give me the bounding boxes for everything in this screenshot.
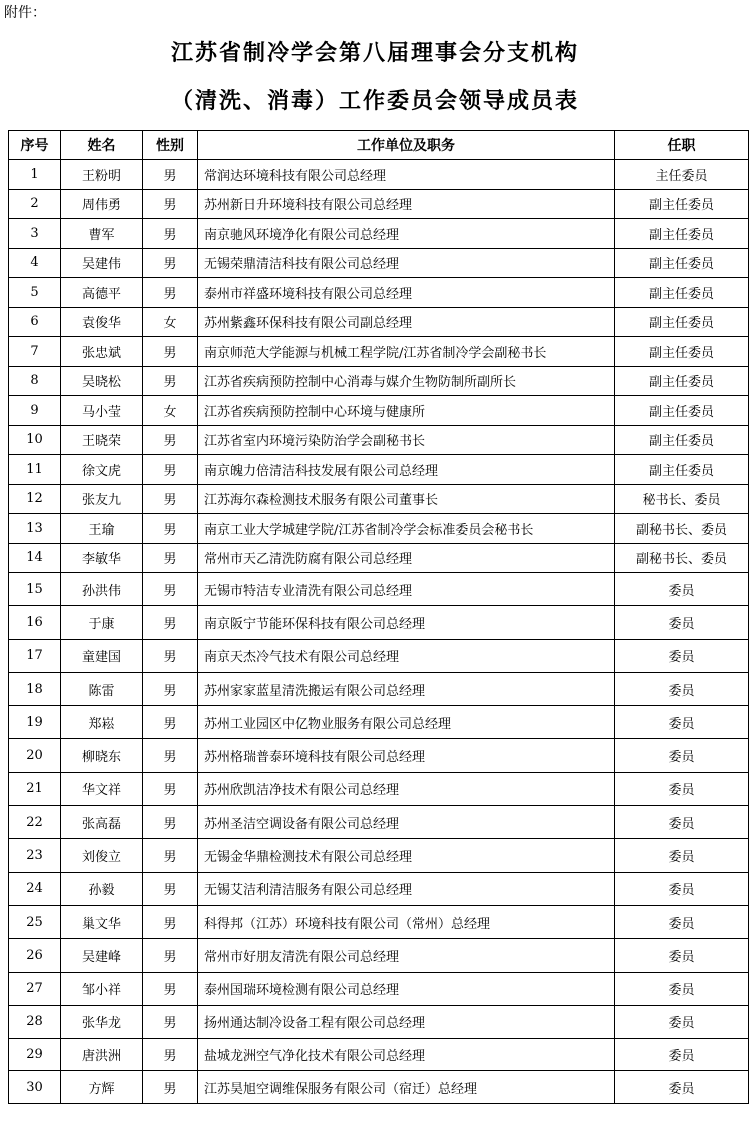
cell-number: 2 <box>9 189 61 219</box>
table-header-row <box>9 131 749 160</box>
cell-number: 14 <box>9 543 61 573</box>
cell-number: 27 <box>9 972 61 1005</box>
cell-name: 张高磊 <box>61 806 143 839</box>
cell-gender: 男 <box>143 1071 198 1104</box>
table-row <box>9 573 749 606</box>
header-role: 任职 <box>615 131 749 160</box>
cell-name: 马小莹 <box>61 396 143 426</box>
cell-unit: 无锡金华鼎检测技术有限公司总经理 <box>198 839 615 872</box>
table-row <box>9 772 749 805</box>
cell-gender: 男 <box>143 189 198 219</box>
cell-gender: 男 <box>143 484 198 514</box>
cell-gender: 男 <box>143 573 198 606</box>
cell-number: 25 <box>9 905 61 938</box>
cell-role: 秘书长、委员 <box>615 484 749 514</box>
cell-number: 22 <box>9 806 61 839</box>
cell-gender: 男 <box>143 160 198 190</box>
table-row <box>9 337 749 367</box>
cell-number: 5 <box>9 278 61 308</box>
cell-gender: 男 <box>143 455 198 485</box>
table-row <box>9 672 749 705</box>
cell-number: 6 <box>9 307 61 337</box>
table-row <box>9 278 749 308</box>
cell-name: 袁俊华 <box>61 307 143 337</box>
table-row <box>9 972 749 1005</box>
table-row <box>9 543 749 573</box>
table-row <box>9 366 749 396</box>
cell-role: 委员 <box>615 639 749 672</box>
cell-unit: 常州市天乙清洗防腐有限公司总经理 <box>198 543 615 573</box>
cell-role: 委员 <box>615 672 749 705</box>
cell-name: 周伟勇 <box>61 189 143 219</box>
cell-unit: 苏州新日升环境科技有限公司总经理 <box>198 189 615 219</box>
cell-role: 委员 <box>615 1071 749 1104</box>
table-row <box>9 455 749 485</box>
cell-gender: 男 <box>143 806 198 839</box>
cell-role: 委员 <box>615 706 749 739</box>
cell-name: 张友九 <box>61 484 143 514</box>
table-row <box>9 514 749 544</box>
table-row <box>9 905 749 938</box>
cell-number: 16 <box>9 606 61 639</box>
table-row <box>9 739 749 772</box>
cell-number: 7 <box>9 337 61 367</box>
cell-number: 30 <box>9 1071 61 1104</box>
cell-gender: 男 <box>143 337 198 367</box>
cell-gender: 男 <box>143 905 198 938</box>
cell-role: 委员 <box>615 573 749 606</box>
cell-unit: 泰州市祥盛环境科技有限公司总经理 <box>198 278 615 308</box>
cell-unit: 南京驰风环境净化有限公司总经理 <box>198 219 615 249</box>
cell-gender: 男 <box>143 606 198 639</box>
cell-gender: 男 <box>143 219 198 249</box>
cell-role: 副主任委员 <box>615 219 749 249</box>
cell-unit: 江苏省室内环境污染防治学会副秘书长 <box>198 425 615 455</box>
table-row <box>9 396 749 426</box>
cell-name: 吴建伟 <box>61 248 143 278</box>
cell-role: 委员 <box>615 872 749 905</box>
cell-unit: 苏州格瑞普泰环境科技有限公司总经理 <box>198 739 615 772</box>
cell-unit: 扬州通达制冷设备工程有限公司总经理 <box>198 1005 615 1038</box>
cell-role: 副主任委员 <box>615 307 749 337</box>
cell-role: 委员 <box>615 739 749 772</box>
cell-name: 陈雷 <box>61 672 143 705</box>
cell-gender: 男 <box>143 739 198 772</box>
table-row <box>9 189 749 219</box>
cell-unit: 常润达环境科技有限公司总经理 <box>198 160 615 190</box>
cell-gender: 男 <box>143 639 198 672</box>
table-row <box>9 706 749 739</box>
cell-number: 20 <box>9 739 61 772</box>
cell-unit: 苏州家家蓝星清洗搬运有限公司总经理 <box>198 672 615 705</box>
cell-unit: 科得邦（江苏）环境科技有限公司（常州）总经理 <box>198 905 615 938</box>
table-row <box>9 872 749 905</box>
cell-gender: 男 <box>143 772 198 805</box>
cell-gender: 男 <box>143 872 198 905</box>
cell-name: 唐洪洲 <box>61 1038 143 1071</box>
cell-gender: 男 <box>143 1038 198 1071</box>
cell-role: 委员 <box>615 606 749 639</box>
cell-unit: 苏州工业园区中亿物业服务有限公司总经理 <box>198 706 615 739</box>
table-row <box>9 248 749 278</box>
cell-number: 28 <box>9 1005 61 1038</box>
cell-name: 吴晓松 <box>61 366 143 396</box>
cell-name: 孙洪伟 <box>61 573 143 606</box>
cell-number: 18 <box>9 672 61 705</box>
cell-role: 委员 <box>615 905 749 938</box>
cell-role: 主任委员 <box>615 160 749 190</box>
cell-role: 委员 <box>615 1038 749 1071</box>
cell-number: 15 <box>9 573 61 606</box>
cell-unit: 江苏省疾病预防控制中心环境与健康所 <box>198 396 615 426</box>
cell-unit: 江苏省疾病预防控制中心消毒与媒介生物防制所副所长 <box>198 366 615 396</box>
cell-name: 王晓荣 <box>61 425 143 455</box>
cell-role: 副秘书长、委员 <box>615 543 749 573</box>
cell-name: 童建国 <box>61 639 143 672</box>
cell-unit: 南京阪宁节能环保科技有限公司总经理 <box>198 606 615 639</box>
cell-number: 19 <box>9 706 61 739</box>
cell-role: 副主任委员 <box>615 366 749 396</box>
table-row <box>9 1071 749 1104</box>
cell-role: 副秘书长、委员 <box>615 514 749 544</box>
cell-number: 3 <box>9 219 61 249</box>
cell-name: 刘俊立 <box>61 839 143 872</box>
cell-number: 4 <box>9 248 61 278</box>
document-title-line1: 江苏省制冷学会第八届理事会分支机构 <box>170 41 579 66</box>
table-row <box>9 160 749 190</box>
cell-gender: 男 <box>143 278 198 308</box>
cell-role: 委员 <box>615 806 749 839</box>
cell-unit: 南京师范大学能源与机械工程学院/江苏省制冷学会副秘书长 <box>198 337 615 367</box>
members-table <box>8 130 749 1104</box>
table-row <box>9 484 749 514</box>
cell-name: 张忠斌 <box>61 337 143 367</box>
cell-unit: 江苏海尔森检测技术服务有限公司董事长 <box>198 484 615 514</box>
cell-number: 17 <box>9 639 61 672</box>
cell-gender: 男 <box>143 1005 198 1038</box>
cell-name: 曹军 <box>61 219 143 249</box>
cell-gender: 男 <box>143 939 198 972</box>
header-name: 姓名 <box>61 131 143 160</box>
cell-name: 孙毅 <box>61 872 143 905</box>
cell-number: 9 <box>9 396 61 426</box>
cell-role: 副主任委员 <box>615 189 749 219</box>
cell-gender: 女 <box>143 396 198 426</box>
table-row <box>9 1005 749 1038</box>
cell-name: 郑崧 <box>61 706 143 739</box>
cell-gender: 男 <box>143 972 198 1005</box>
cell-name: 邹小祥 <box>61 972 143 1005</box>
cell-gender: 男 <box>143 425 198 455</box>
table-row <box>9 939 749 972</box>
table-row <box>9 1038 749 1071</box>
cell-gender: 男 <box>143 839 198 872</box>
cell-number: 24 <box>9 872 61 905</box>
cell-number: 1 <box>9 160 61 190</box>
cell-number: 12 <box>9 484 61 514</box>
cell-unit: 苏州欣凯洁净技术有限公司总经理 <box>198 772 615 805</box>
cell-role: 委员 <box>615 1005 749 1038</box>
cell-role: 委员 <box>615 972 749 1005</box>
cell-gender: 男 <box>143 672 198 705</box>
cell-role: 副主任委员 <box>615 396 749 426</box>
cell-name: 王瑜 <box>61 514 143 544</box>
cell-gender: 男 <box>143 514 198 544</box>
cell-role: 委员 <box>615 939 749 972</box>
cell-number: 21 <box>9 772 61 805</box>
table-row <box>9 307 749 337</box>
cell-unit: 泰州国瑞环境检测有限公司总经理 <box>198 972 615 1005</box>
cell-gender: 男 <box>143 366 198 396</box>
table-row <box>9 425 749 455</box>
cell-name: 华文祥 <box>61 772 143 805</box>
cell-gender: 男 <box>143 706 198 739</box>
cell-unit: 盐城龙洲空气净化技术有限公司总经理 <box>198 1038 615 1071</box>
cell-role: 委员 <box>615 772 749 805</box>
cell-unit: 江苏昊旭空调维保服务有限公司（宿迁）总经理 <box>198 1071 615 1104</box>
cell-name: 李敏华 <box>61 543 143 573</box>
cell-number: 23 <box>9 839 61 872</box>
cell-number: 26 <box>9 939 61 972</box>
table-body <box>9 160 749 1104</box>
table-row <box>9 219 749 249</box>
cell-gender: 女 <box>143 307 198 337</box>
cell-name: 吴建峰 <box>61 939 143 972</box>
table-row <box>9 839 749 872</box>
cell-number: 11 <box>9 455 61 485</box>
cell-role: 副主任委员 <box>615 455 749 485</box>
table-row <box>9 606 749 639</box>
cell-unit: 南京天杰冷气技术有限公司总经理 <box>198 639 615 672</box>
cell-gender: 男 <box>143 543 198 573</box>
cell-name: 于康 <box>61 606 143 639</box>
cell-unit: 苏州圣洁空调设备有限公司总经理 <box>198 806 615 839</box>
cell-unit: 常州市好朋友清洗有限公司总经理 <box>198 939 615 972</box>
attachment-label: 附件： <box>4 5 46 21</box>
header-number: 序号 <box>9 131 61 160</box>
cell-name: 高德平 <box>61 278 143 308</box>
cell-name: 张华龙 <box>61 1005 143 1038</box>
cell-role: 副主任委员 <box>615 248 749 278</box>
cell-role: 副主任委员 <box>615 337 749 367</box>
cell-unit: 南京工业大学城建学院/江苏省制冷学会标准委员会秘书长 <box>198 514 615 544</box>
cell-number: 10 <box>9 425 61 455</box>
cell-unit: 无锡艾洁利清洁服务有限公司总经理 <box>198 872 615 905</box>
cell-name: 方辉 <box>61 1071 143 1104</box>
cell-name: 徐文虎 <box>61 455 143 485</box>
cell-role: 副主任委员 <box>615 278 749 308</box>
cell-number: 29 <box>9 1038 61 1071</box>
table-row <box>9 639 749 672</box>
cell-unit: 南京魄力倍清洁科技发展有限公司总经理 <box>198 455 615 485</box>
cell-number: 13 <box>9 514 61 544</box>
cell-number: 8 <box>9 366 61 396</box>
cell-name: 柳晓东 <box>61 739 143 772</box>
header-unit: 工作单位及职务 <box>198 131 615 160</box>
cell-role: 委员 <box>615 839 749 872</box>
header-gender: 性别 <box>143 131 198 160</box>
cell-gender: 男 <box>143 248 198 278</box>
table-row <box>9 806 749 839</box>
cell-role: 副主任委员 <box>615 425 749 455</box>
cell-unit: 苏州紫鑫环保科技有限公司副总经理 <box>198 307 615 337</box>
cell-unit: 无锡荣鼎清洁科技有限公司总经理 <box>198 248 615 278</box>
cell-name: 巢文华 <box>61 905 143 938</box>
cell-unit: 无锡市特洁专业清洗有限公司总经理 <box>198 573 615 606</box>
cell-name: 王粉明 <box>61 160 143 190</box>
document-title-line2: （清洗、消毒）工作委员会领导成员表 <box>170 89 579 114</box>
